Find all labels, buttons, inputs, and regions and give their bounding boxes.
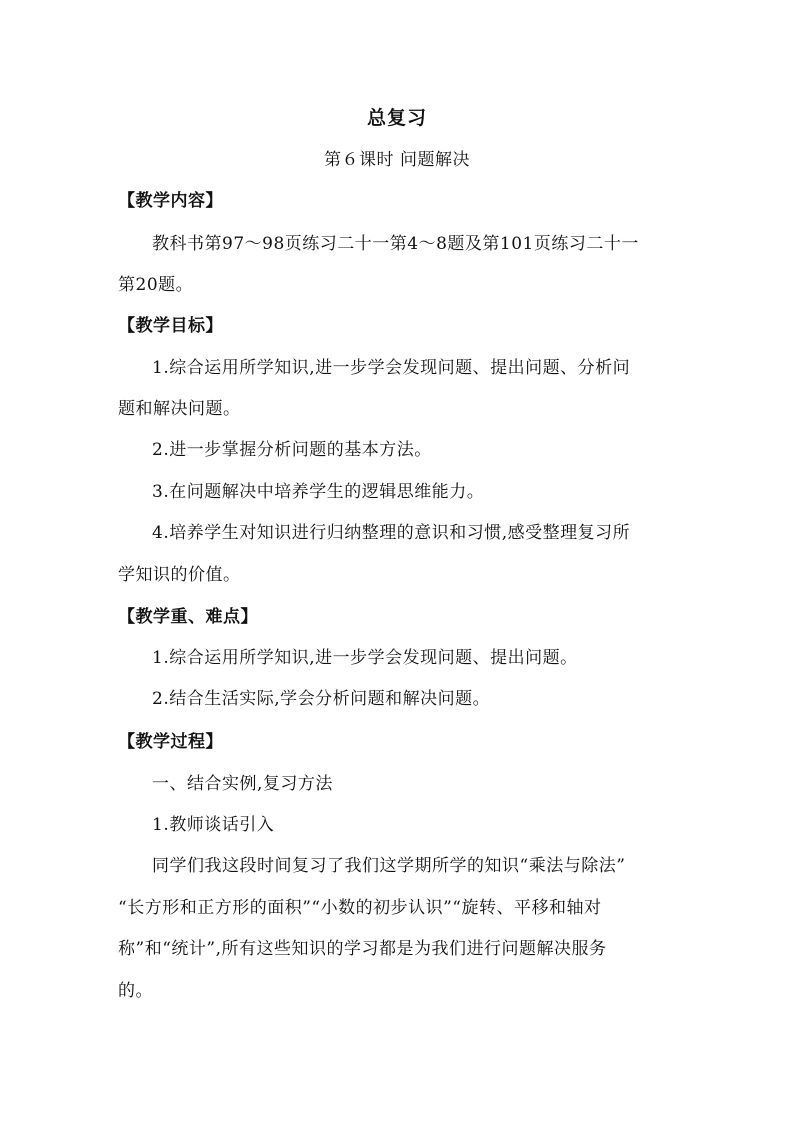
key-point-2: 2.结合生活实际,学会分析问题和解决问题。 <box>152 689 491 709</box>
process-step-1: 1.教师谈话引入 <box>152 815 275 835</box>
heading-key-points: 【教学重、难点】 <box>118 607 258 627</box>
goal-4-line-2: 学知识的价值。 <box>118 565 241 585</box>
content-text-line-1: 教科书第97～98页练习二十一第4～8题及第101页练习二十一 <box>152 234 639 254</box>
goal-4-line-1: 4.培养学生对知识进行归纳整理的意识和习惯,感受整理复习所 <box>152 523 631 543</box>
paragraph-line-2: “长方形和正方形的面积”“小数的初步认识”“旋转、平移和轴对 <box>118 898 602 918</box>
content-text-line-2: 第20题。 <box>118 275 194 295</box>
goal-2: 2.进一步掌握分析问题的基本方法。 <box>152 440 432 460</box>
paragraph-line-1: 同学们我这段时间复习了我们这学期所学的知识“乘法与除法” <box>152 856 626 876</box>
paragraph-line-4: 的。 <box>118 981 153 1001</box>
key-point-1: 1.综合运用所学知识,进一步学会发现问题、提出问题。 <box>152 648 578 668</box>
heading-teaching-goals: 【教学目标】 <box>118 316 223 336</box>
goal-1-line-2: 题和解决问题。 <box>118 399 241 419</box>
heading-teaching-content: 【教学内容】 <box>118 191 223 211</box>
lesson-subtitle: 第６课时 问题解决 <box>324 150 470 170</box>
heading-teaching-process: 【教学过程】 <box>118 732 223 752</box>
goal-3: 3.在问题解决中培养学生的逻辑思维能力。 <box>152 482 485 502</box>
paragraph-line-3: 称”和“统计”,所有这些知识的学习都是为我们进行问题解决服务 <box>118 939 607 959</box>
process-part-1: 一、结合实例,复习方法 <box>152 774 333 794</box>
page-title: 总复习 <box>366 107 427 129</box>
goal-1-line-1: 1.综合运用所学知识,进一步学会发现问题、提出问题、分析问 <box>152 358 631 378</box>
